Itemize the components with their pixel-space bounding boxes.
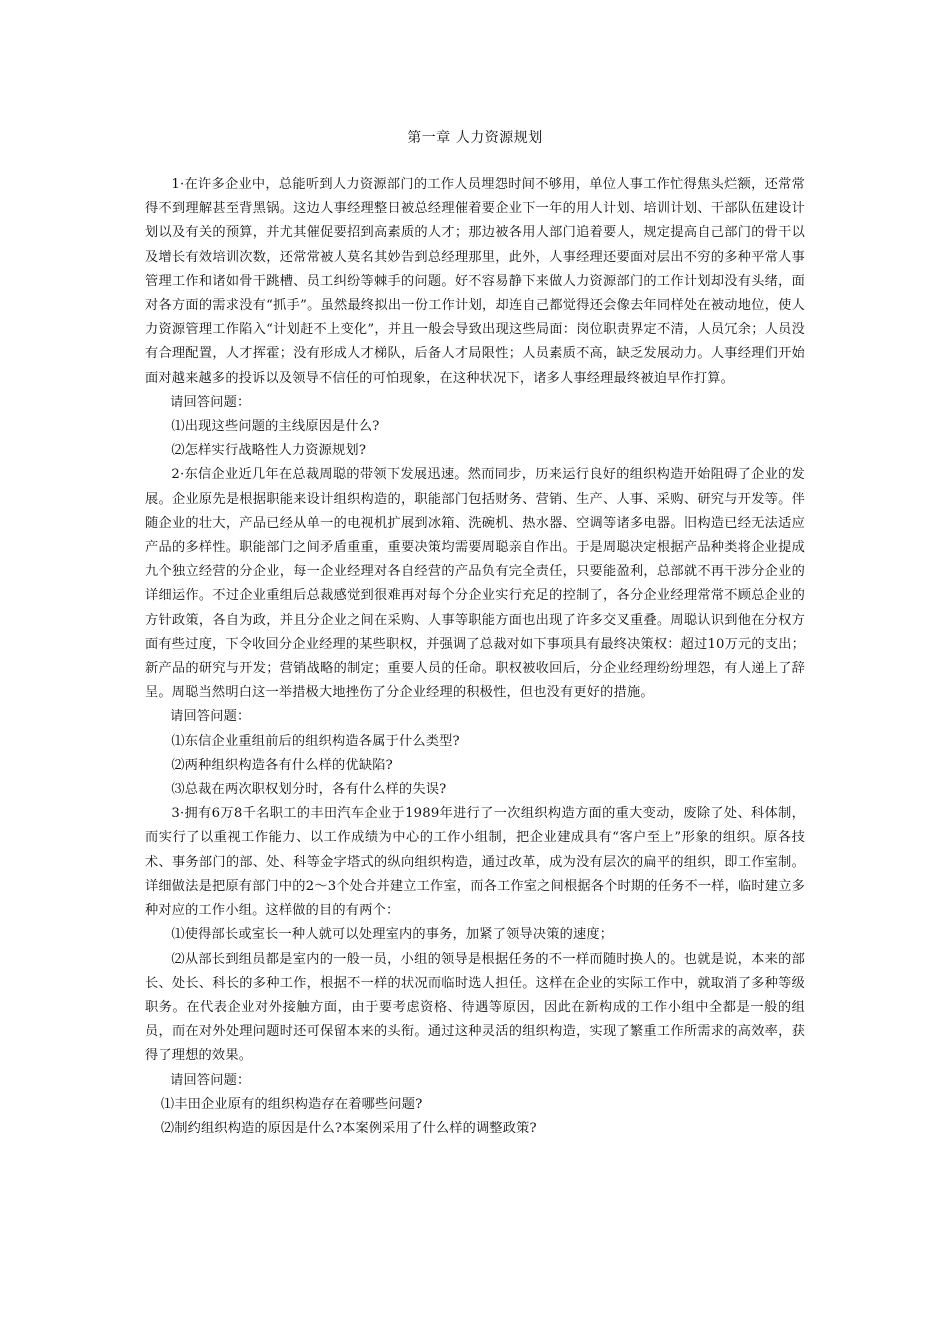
chapter-title: 第一章 人力资源规划	[407, 130, 543, 146]
case3-point-1: ⑴使得部长或室长一种人就可以处理室内的事务，加紧了领导决策的速度；	[171, 927, 614, 943]
case3-point-2: ⑵从部长到组员都是室内的一般一员，小组的领导是根据任务的不一样而随时换人的。也就是说，本来的部长、处长、科长的多种工作，根据不一样的状况而临时选人担任。这样在企业的实际工作中，就取消了多种等级职务。在代表企业对外接触方面，由于要考虑资格、待遇等原因，因此在新构成的工作小组中全都是一般的组员，而在对外处理问题时还可保留本来的头衔。通过这种灵活的组织构造，实现了繁重工作所需求的高效率，获得了理想的效果。	[145, 951, 805, 1064]
case1-paragraph: 1·在许多企业中，总能听到人力资源部门的工作人员埋怨时间不够用，单位人事工作忙得焦头烂额，还常常得不到理解甚至背黑锅。这边人事经理整日被总经理催着要企业下一年的用人计划、培训计划、干部队伍建设计划以及有关的预算，并尤其催促要招到高素质的人才；那边被各用人部门追着要人，规定提高自己部门的骨干以及增长有效培训次数，还常常被人莫名其妙告到总经理那里，此外，人事经理还要面对层出不穷的多种平常人事管理工作和诸如骨干跳槽、员工纠纷等棘手的问题。好不容易静下来做人力资源部门的工作计划却没有头绪，面对各方面的需求没有“抓手”。虽然最终拟出一份工作计划，却连自己都觉得还会像去年同样处在被动地位，使人力资源管理工作陷入“计划赶不上变化”，并且一般会导致出现这些局面：岗位职责界定不清，人员冗余；人员没有合理配置，人才挥霍；没有形成人才梯队，后备人才局限性；人员素质不高，缺乏发展动力。人事经理们开始面对越来越多的投诉以及领导不信任的可怕现象，在这种状况下，诸多人事经理最终被迫早作打算。	[145, 177, 805, 386]
case3-prompt: 请回答问题：	[170, 1072, 251, 1088]
case2-question-2: ⑵两种组织构造各有什么样的优缺陷?	[171, 757, 393, 773]
case3-paragraph: 3·拥有6万8千名职工的丰田汽车企业于1989年进行了一次组织构造方面的重大变动，废除了处、科体制，而实行了以重视工作能力、以工作成绩为中心的工作小组制，把企业建成具有“客户至上”形象的组织。原各技术、事务部门的部、处、科等金字塔式的纵向组织构造，通过改革，成为没有层次的扁平的组织，即工作室制。详细做法是把原有部门中的2～3个处合并建立工作室，而各工作室之间根据各个时期的任务不一样，临时建立多种对应的工作小组。这样做的目的有两个：	[145, 806, 805, 919]
case1-question-2: ⑵怎样实行战略性人力资源规划?	[171, 443, 367, 459]
case2-prompt: 请回答问题：	[170, 709, 251, 725]
case3-question-2: ⑵制约组织构造的原因是什么?本案例采用了什么样的调整政策?	[160, 1120, 537, 1136]
case1-prompt: 请回答问题：	[170, 394, 251, 410]
case3-question-1: ⑴丰田企业原有的组织构造存在着哪些问题?	[160, 1096, 423, 1112]
case2-question-1: ⑴东信企业重组前后的组织构造各属于什么类型?	[171, 733, 460, 749]
case2-paragraph: 2·东信企业近几年在总裁周聪的带领下发展迅速。然而同步，历来运行良好的组织构造开始阻碍了企业的发展。企业原先是根据职能来设计组织构造的，职能部门包括财务、营销、生产、人事、采购、研究与开发等。伴随企业的壮大，产品已经从单一的电视机扩展到冰箱、洗碗机、热水器、空调等诸多电器。旧构造已经无法适应产品的多样性。职能部门之间矛盾重重，重要决策均需要周聪亲自作出。于是周聪决定根据产品种类将企业提成九个独立经营的分企业，每一企业经理对各自经营的产品负有完全责任，只要能盈利，总部就不再干涉分企业的详细运作。不过企业重组后总裁感觉到很难再对每个分企业实行充足的控制了，各分企业经理常常不顾总企业的方针政策，各自为政，并且分企业之间在采购、人事等职能方面也出现了许多交叉重叠。周聪认识到他在分权方面有些过度，下令收回分企业经理的某些职权，并强调了总裁对如下事项具有最终决策权：超过10万元的支出；新产品的研究与开发；营销战略的制定；重要人员的任命。职权被收回后，分企业经理纷纷埋怨，有人递上了辞呈。周聪当然明白这一举措极大地挫伤了分企业经理的积极性，但也没有更好的措施。	[145, 467, 805, 701]
case2-question-3: ⑶总裁在两次职权划分时，各有什么样的失误?	[171, 782, 447, 798]
case1-question-1: ⑴出现这些问题的主线原因是什么?	[171, 419, 380, 435]
document-page	[145, 128, 805, 1141]
